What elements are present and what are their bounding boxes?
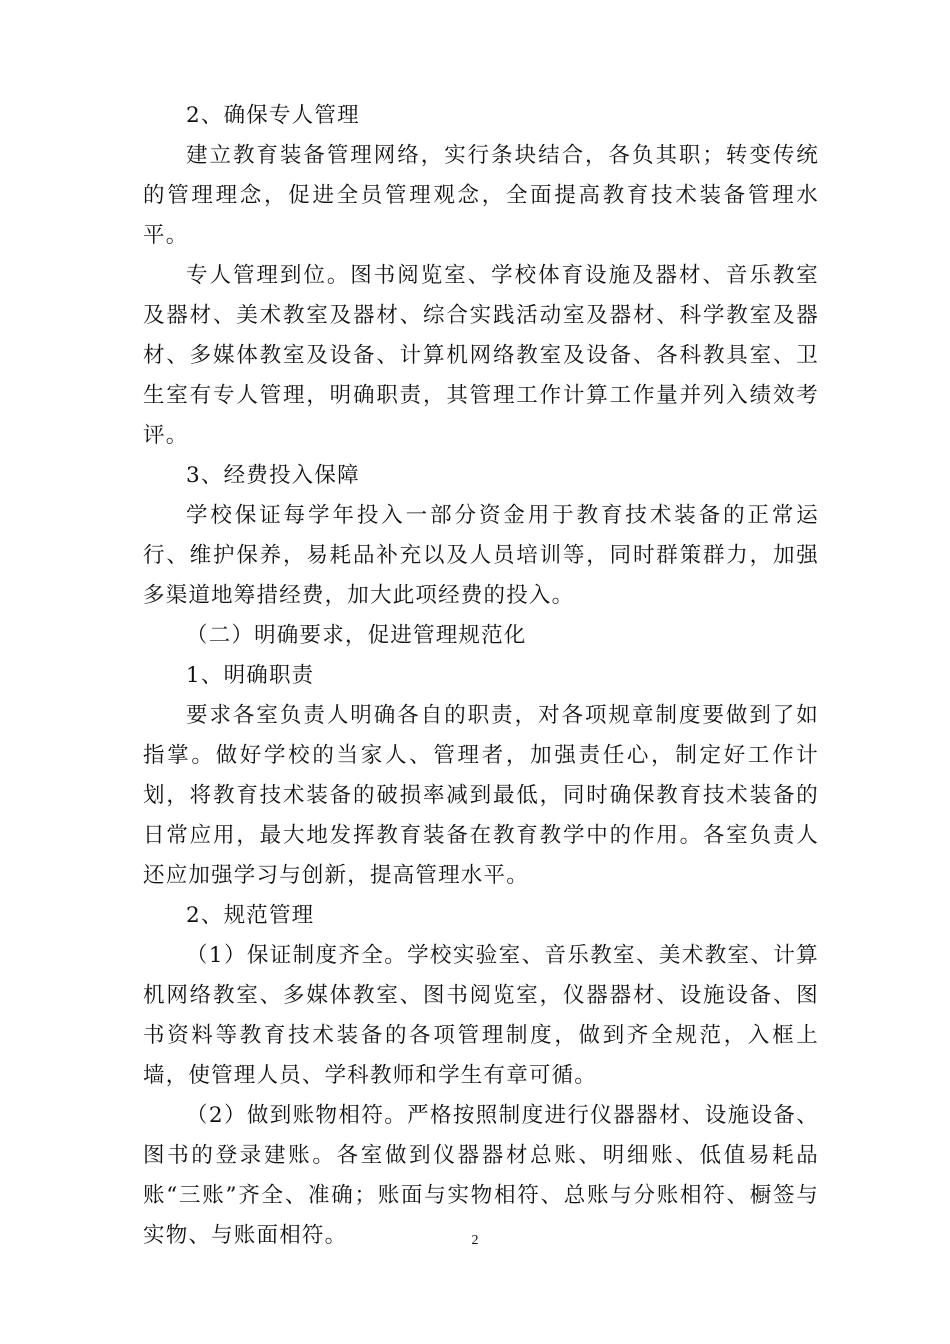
paragraph-responsibilities: 要求各室负责人明确各自的职责，对各项规章制度要做到了如指掌。做好学校的当家人、管理者，加强责任心，制定好工作计划，将教育技术装备的破损率减到最低，同时确保教育技术装备的日常应用，最大地发挥教育装备在教育教学中的作用。各室负责人还应加强学习与创新，提高管理水平。 (143, 703, 819, 888)
paragraph-accounts-match: （2）做到账物相符。严格按照制度进行仪器器材、设施设备、图书的登录建账。各室做到仪器器材总账、明细账、低值易耗品账“三账”齐全、准确；账面与实物相符、总账与分账相符、橱签与实物、与账面相符。 (143, 1103, 819, 1248)
paragraph-dedicated-staff: 专人管理到位。图书阅览室、学校体育设施及器材、音乐教室及器材、美术教室及器材、综合实践活动室及器材、科学教室及器材、多媒体教室及设备、计算机网络教室及设备、各科教具室、卫生室有专人管理，明确职责，其管理工作计算工作量并列入绩效考评。 (143, 263, 819, 448)
subsection-heading-responsibilities: 1、明确职责 (186, 663, 315, 688)
section-heading-funding: 3、经费投入保障 (186, 463, 360, 488)
page-number: 2 (471, 1233, 479, 1248)
section-heading-staff-management: 2、确保专人管理 (186, 103, 360, 128)
section-heading-requirements: （二）明确要求，促进管理规范化 (186, 623, 527, 648)
paragraph-rules-complete: （1）保证制度齐全。学校实验室、音乐教室、美术教室、计算机网络教室、多媒体教室、图书阅览室，仪器器材、设施设备、图书资料等教育技术装备的各项管理制度，做到齐全规范，入框上墙，使管理人员、学科教师和学生有章可循。 (143, 943, 819, 1088)
paragraph-management-network: 建立教育装备管理网络，实行条块结合，各负其职；转变传统的管理理念，促进全员管理观念，全面提高教育技术装备管理水平。 (143, 143, 819, 248)
document-body (143, 96, 819, 1256)
subsection-heading-standard-management: 2、规范管理 (186, 903, 315, 928)
paragraph-funding: 学校保证每学年投入一部分资金用于教育技术装备的正常运行、维护保养，易耗品补充以及人员培训等，同时群策群力，加强多渠道地筹措经费，加大此项经费的投入。 (143, 503, 819, 608)
